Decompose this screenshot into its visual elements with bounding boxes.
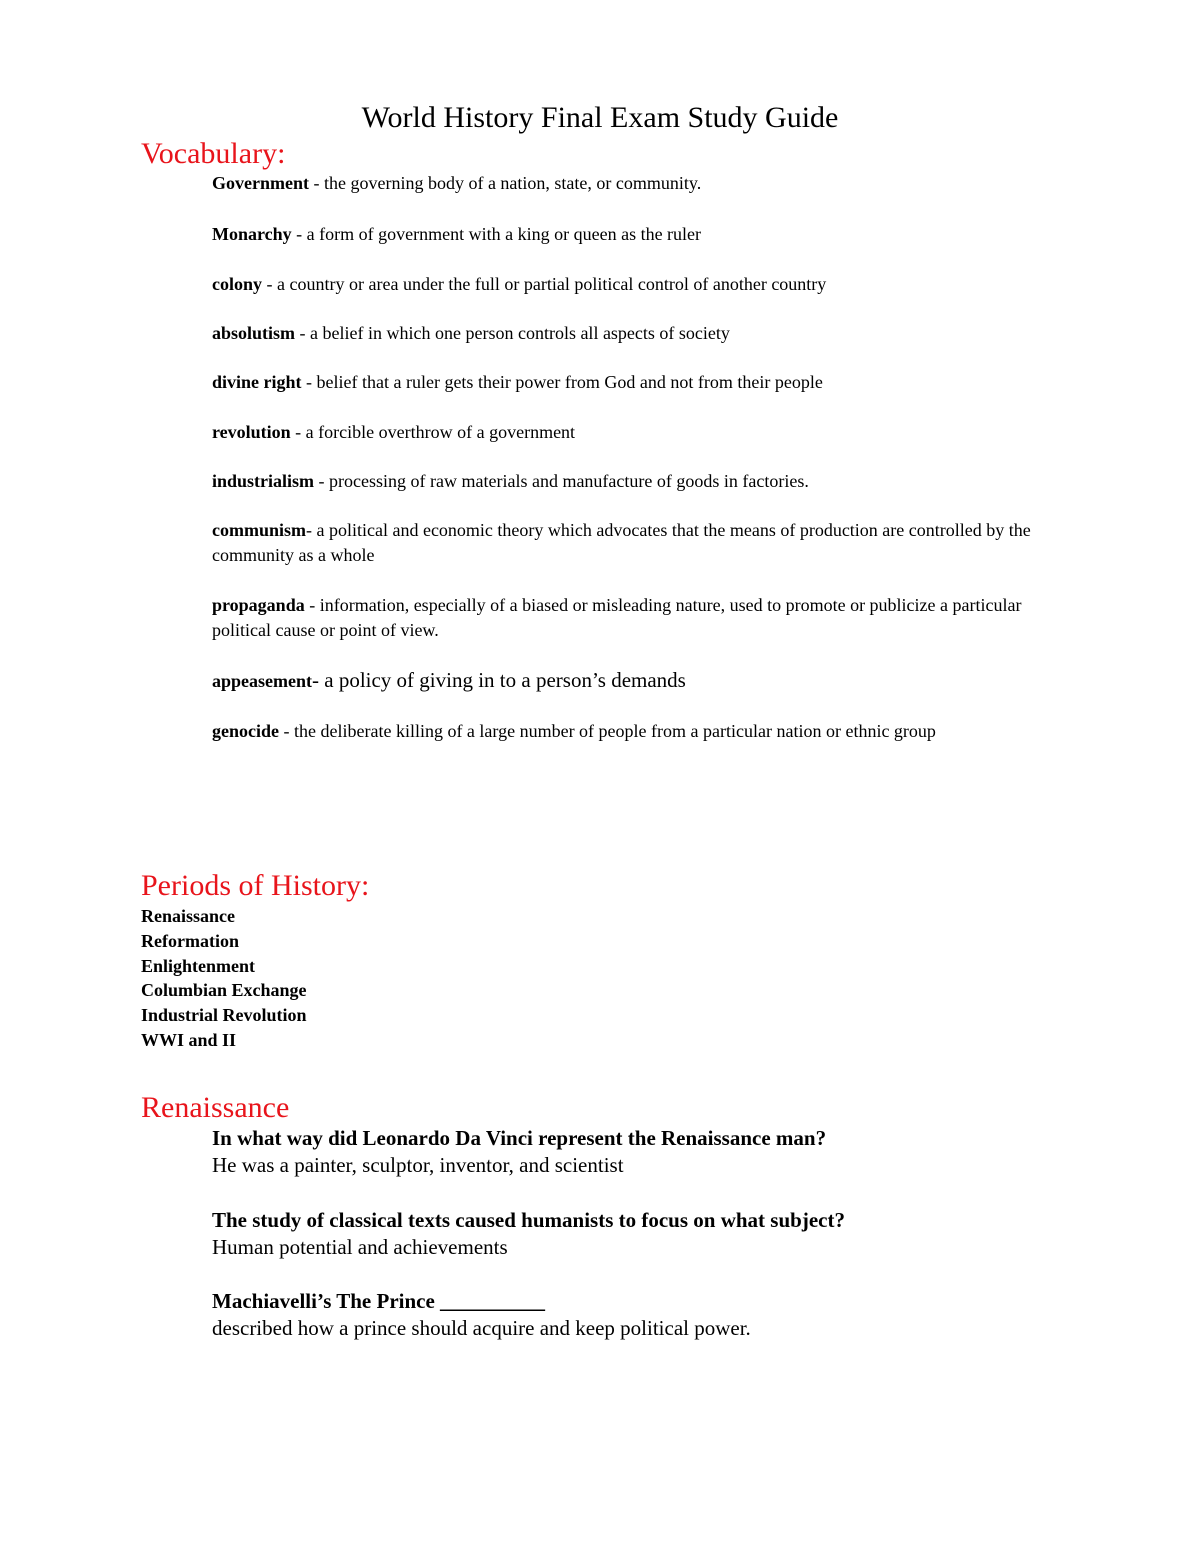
page-title: World History Final Exam Study Guide xyxy=(361,101,839,134)
vocab-definition: - processing of raw materials and manufacture of goods in factories. xyxy=(314,471,809,491)
vocab-definition: - the governing body of a nation, state, or community. xyxy=(308,173,702,193)
vocab-entry-colony xyxy=(212,272,1052,297)
vocab-definition: - a form of government with a king or queen as the ruler xyxy=(291,224,702,244)
vocab-term: Government xyxy=(212,173,309,193)
period-item: Industrial Revolution xyxy=(141,1005,307,1026)
periods-heading: Periods of History: xyxy=(141,869,370,902)
vocab-entry-government xyxy=(212,171,1052,196)
vocab-term: revolution xyxy=(212,422,291,442)
vocab-definition: - a policy of giving in to a person’s demands xyxy=(312,668,686,692)
vocab-entry-appeasement xyxy=(212,668,1052,694)
vocab-entry-industrialism xyxy=(212,469,1052,494)
vocab-entry-divine-right xyxy=(212,370,1052,395)
answer-text: He was a painter, sculptor, inventor, and scientist xyxy=(212,1153,624,1177)
question-text: In what way did Leonardo Da Vinci represent the Renaissance man? xyxy=(212,1126,827,1150)
vocab-entry-propaganda xyxy=(212,593,1052,643)
renaissance-question-1 xyxy=(212,1125,1072,1179)
vocab-definition: - information, especially of a biased or misleading nature, used to promote or publicize a particular political cause or point of view. xyxy=(212,595,1022,640)
answer-text: described how a prince should acquire and keep political power. xyxy=(212,1316,751,1340)
vocab-definition: - a country or area under the full or partial political control of another country xyxy=(262,274,827,294)
vocab-term: colony xyxy=(212,274,263,294)
vocab-term: Monarchy xyxy=(212,224,292,244)
periods-list xyxy=(141,904,307,1053)
vocab-definition: - belief that a ruler gets their power from God and not from their people xyxy=(301,372,823,392)
vocab-definition: - a forcible overthrow of a government xyxy=(290,422,576,442)
vocab-term: propaganda xyxy=(212,595,305,615)
vocab-entry-revolution xyxy=(212,420,1052,445)
vocab-definition: - the deliberate killing of a large number of people from a particular nation or ethnic group xyxy=(279,721,936,741)
renaissance-question-2 xyxy=(212,1207,1072,1261)
vocab-entry-monarchy xyxy=(212,222,1052,247)
renaissance-heading: Renaissance xyxy=(141,1091,290,1124)
question-text: The study of classical texts caused humanists to focus on what subject? xyxy=(212,1208,845,1232)
answer-text: Human potential and achievements xyxy=(212,1235,508,1259)
period-item: WWI and II xyxy=(141,1029,237,1050)
vocab-definition: - a political and economic theory which advocates that the means of production are controlled by the community as a whole xyxy=(212,520,1031,565)
vocab-term: communism xyxy=(212,520,306,540)
vocab-term: appeasement xyxy=(212,671,312,691)
period-item: Columbian Exchange xyxy=(141,980,307,1001)
vocab-term: absolutism xyxy=(212,323,296,343)
vocab-term: divine right xyxy=(212,372,302,392)
vocab-term: industrialism xyxy=(212,471,315,491)
question-text: Machiavelli’s The Prince __________ xyxy=(212,1289,546,1313)
vocab-entry-absolutism xyxy=(212,321,1052,346)
vocab-entry-genocide xyxy=(212,719,1052,744)
period-item: Reformation xyxy=(141,930,239,951)
period-item: Enlightenment xyxy=(141,955,256,976)
vocab-definition: - a belief in which one person controls all aspects of society xyxy=(295,323,730,343)
period-item: Renaissance xyxy=(141,906,235,926)
renaissance-question-3 xyxy=(212,1288,1072,1342)
vocab-term: genocide xyxy=(212,721,279,741)
vocabulary-heading: Vocabulary: xyxy=(141,137,286,170)
vocab-entry-communism xyxy=(212,518,1052,568)
